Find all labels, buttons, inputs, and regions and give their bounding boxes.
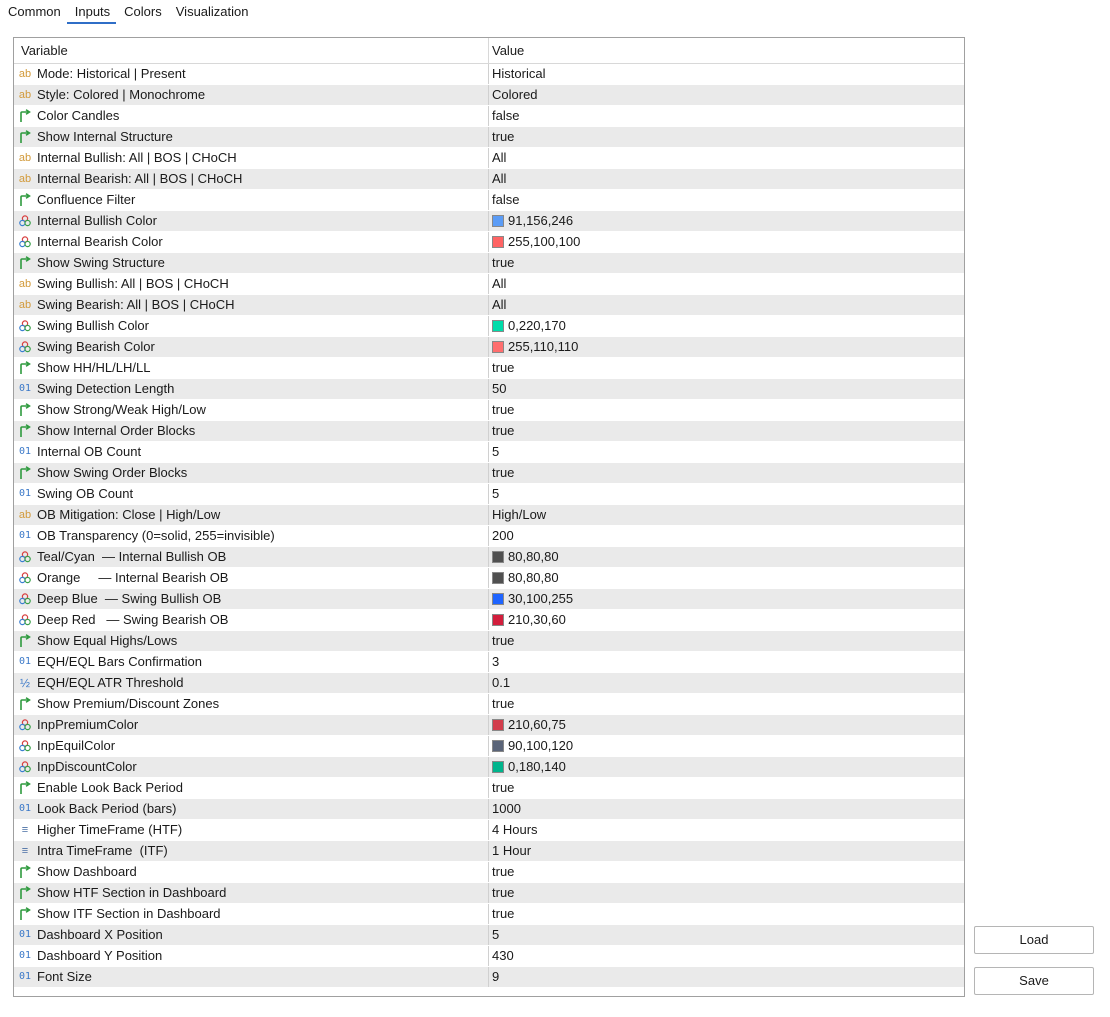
integer-icon: 01 <box>18 446 32 457</box>
bool-arrow-icon <box>18 403 32 417</box>
table-row[interactable] <box>14 820 964 841</box>
color-palette-icon <box>18 550 32 564</box>
grid-body <box>14 64 964 988</box>
variable-label: Show HH/HL/LH/LL <box>37 360 151 375</box>
variable-cell <box>14 295 489 315</box>
variable-label: Internal Bullish: All | BOS | CHoCH <box>37 150 237 165</box>
variable-cell <box>14 799 489 819</box>
value-cell[interactable] <box>489 778 514 798</box>
table-row[interactable] <box>14 337 964 358</box>
variable-label: Dashboard Y Position <box>37 948 163 963</box>
value-cell[interactable] <box>489 904 514 924</box>
color-swatch[interactable] <box>492 593 504 605</box>
variable-cell <box>14 610 489 630</box>
value-cell[interactable] <box>489 421 514 441</box>
variable-cell <box>14 127 489 147</box>
variable-label: Deep Blue — Swing Bullish OB <box>37 591 222 606</box>
value-cell[interactable] <box>489 526 514 546</box>
variable-label: Show Strong/Weak High/Low <box>37 402 206 417</box>
value-cell[interactable] <box>489 379 506 399</box>
variable-cell <box>14 841 489 861</box>
variable-label: Teal/Cyan — Internal Bullish OB <box>37 549 227 564</box>
table-row[interactable] <box>14 799 964 820</box>
bool-arrow-icon <box>18 424 32 438</box>
value-cell[interactable] <box>489 610 566 630</box>
value-text: 50 <box>492 381 507 396</box>
variable-cell <box>14 85 489 105</box>
variable-label: Orange — Internal Bearish OB <box>37 570 229 585</box>
variable-cell <box>14 400 489 420</box>
tab-colors[interactable]: Colors <box>124 4 162 19</box>
value-text: 80,80,80 <box>508 570 559 585</box>
integer-icon: 01 <box>18 971 32 982</box>
table-row[interactable] <box>14 883 964 904</box>
value-text: false <box>492 108 520 123</box>
variable-label: Internal Bearish Color <box>37 234 163 249</box>
variable-label: EQH/EQL ATR Threshold <box>37 675 184 690</box>
table-row[interactable] <box>14 484 964 505</box>
bool-arrow-icon <box>18 109 32 123</box>
tab-visualization[interactable]: Visualization <box>175 4 249 19</box>
value-cell[interactable] <box>489 715 566 735</box>
table-row[interactable] <box>14 316 964 337</box>
variable-label: InpDiscountColor <box>37 759 137 774</box>
color-swatch[interactable] <box>492 215 504 227</box>
value-cell[interactable] <box>489 967 499 987</box>
value-text: 5 <box>492 486 500 501</box>
value-cell[interactable] <box>489 946 514 966</box>
string-icon: ab <box>18 278 32 290</box>
value-text: true <box>492 360 515 375</box>
value-cell[interactable] <box>489 673 510 693</box>
tab-inputs[interactable]: Inputs <box>67 0 116 24</box>
value-text: 0,180,140 <box>508 759 566 774</box>
variable-cell <box>14 862 489 882</box>
value-text: true <box>492 885 515 900</box>
value-text: 255,100,100 <box>508 234 581 249</box>
color-swatch[interactable] <box>492 341 504 353</box>
color-palette-icon <box>18 592 32 606</box>
variable-label: Color Candles <box>37 108 120 123</box>
value-text: 91,156,246 <box>508 213 574 228</box>
variable-label: InpPremiumColor <box>37 717 139 732</box>
value-text: 210,60,75 <box>508 717 566 732</box>
value-cell[interactable] <box>489 505 546 525</box>
table-row[interactable] <box>14 169 964 190</box>
table-row[interactable] <box>14 862 964 883</box>
table-row[interactable] <box>14 610 964 631</box>
table-row[interactable] <box>14 589 964 610</box>
value-cell[interactable] <box>489 253 514 273</box>
variable-label: Show Swing Structure <box>37 255 165 270</box>
bool-arrow-icon <box>18 781 32 795</box>
value-text: 5 <box>492 927 500 942</box>
table-row[interactable] <box>14 148 964 169</box>
value-text: 200 <box>492 528 514 543</box>
bool-arrow-icon <box>18 697 32 711</box>
variable-label: EQH/EQL Bars Confirmation <box>37 654 202 669</box>
value-cell[interactable] <box>489 568 559 588</box>
variable-cell <box>14 421 489 441</box>
variable-label: Dashboard X Position <box>37 927 163 942</box>
value-cell[interactable] <box>489 484 499 504</box>
variable-label: Swing Bearish Color <box>37 339 155 354</box>
value-text: All <box>492 276 507 291</box>
value-cell[interactable] <box>489 925 499 945</box>
variable-label: Internal Bearish: All | BOS | CHoCH <box>37 171 243 186</box>
table-row[interactable] <box>14 652 964 673</box>
value-text: true <box>492 780 515 795</box>
variable-cell <box>14 694 489 714</box>
value-cell[interactable] <box>489 442 499 462</box>
variable-cell <box>14 589 489 609</box>
value-text: true <box>492 402 515 417</box>
value-cell[interactable] <box>489 862 514 882</box>
variable-label: Internal OB Count <box>37 444 142 459</box>
variable-label: Swing OB Count <box>37 486 134 501</box>
table-row[interactable] <box>14 946 964 967</box>
value-cell[interactable] <box>489 337 578 357</box>
table-row[interactable] <box>14 715 964 736</box>
variable-cell <box>14 925 489 945</box>
value-text: 0,220,170 <box>508 318 566 333</box>
table-row[interactable] <box>14 442 964 463</box>
variable-cell <box>14 568 489 588</box>
value-text: 4 Hours <box>492 822 538 837</box>
save-button[interactable]: Save <box>974 967 1094 995</box>
color-swatch[interactable] <box>492 614 504 626</box>
string-icon: ab <box>18 509 32 521</box>
value-cell[interactable] <box>489 694 514 714</box>
integer-icon: 01 <box>18 929 32 940</box>
bool-arrow-icon <box>18 634 32 648</box>
value-text: Historical <box>492 66 546 81</box>
variable-label: Internal Bullish Color <box>37 213 157 228</box>
color-palette-icon <box>18 760 32 774</box>
value-cell[interactable] <box>489 148 506 168</box>
value-cell[interactable] <box>489 127 514 147</box>
variable-cell <box>14 442 489 462</box>
value-cell[interactable] <box>489 631 514 651</box>
variable-label: Show Premium/Discount Zones <box>37 696 220 711</box>
variable-label: Show Equal Highs/Lows <box>37 633 178 648</box>
bool-arrow-icon <box>18 907 32 921</box>
variable-cell <box>14 904 489 924</box>
color-palette-icon <box>18 613 32 627</box>
bool-arrow-icon <box>18 361 32 375</box>
value-cell[interactable] <box>489 757 566 777</box>
load-button[interactable]: Load <box>974 926 1094 954</box>
value-cell[interactable] <box>489 358 514 378</box>
value-text: true <box>492 129 515 144</box>
color-swatch[interactable] <box>492 572 504 584</box>
variable-cell <box>14 715 489 735</box>
integer-icon: 01 <box>18 488 32 499</box>
variable-label: OB Mitigation: Close | High/Low <box>37 507 221 522</box>
table-row[interactable] <box>14 232 964 253</box>
value-cell[interactable] <box>489 463 514 483</box>
variable-cell <box>14 652 489 672</box>
color-swatch[interactable] <box>492 761 504 773</box>
integer-icon: 01 <box>18 950 32 961</box>
variable-cell <box>14 274 489 294</box>
variable-cell <box>14 484 489 504</box>
table-row[interactable] <box>14 358 964 379</box>
value-cell[interactable] <box>489 589 573 609</box>
variable-label: InpEquilColor <box>37 738 116 753</box>
value-text: true <box>492 423 515 438</box>
color-swatch[interactable] <box>492 236 504 248</box>
value-cell[interactable] <box>489 820 538 840</box>
table-row[interactable] <box>14 757 964 778</box>
value-text: All <box>492 171 507 186</box>
value-text: 430 <box>492 948 514 963</box>
variable-cell <box>14 778 489 798</box>
variable-cell <box>14 253 489 273</box>
string-icon: ab <box>18 299 32 311</box>
variable-cell <box>14 967 489 987</box>
value-cell[interactable] <box>489 400 514 420</box>
integer-icon: 01 <box>18 803 32 814</box>
variable-cell <box>14 358 489 378</box>
value-cell[interactable] <box>489 169 506 189</box>
variable-cell <box>14 736 489 756</box>
variable-label: Intra TimeFrame (ITF) <box>37 843 168 858</box>
value-cell[interactable] <box>489 190 519 210</box>
value-text: Colored <box>492 87 538 102</box>
enum-list-icon: ≡ <box>21 824 29 836</box>
table-row[interactable] <box>14 904 964 925</box>
color-palette-icon <box>18 235 32 249</box>
variable-label: Swing Detection Length <box>37 381 175 396</box>
table-row[interactable] <box>14 127 964 148</box>
value-cell[interactable] <box>489 799 521 819</box>
table-row[interactable] <box>14 421 964 442</box>
variable-cell <box>14 526 489 546</box>
value-cell[interactable] <box>489 841 531 861</box>
variable-label: Font Size <box>37 969 92 984</box>
variable-cell <box>14 211 489 231</box>
bool-arrow-icon <box>18 130 32 144</box>
value-text: true <box>492 864 515 879</box>
table-row[interactable] <box>14 967 964 988</box>
integer-icon: 01 <box>18 656 32 667</box>
bool-arrow-icon <box>18 865 32 879</box>
variable-label: Show Swing Order Blocks <box>37 465 188 480</box>
value-text: 3 <box>492 654 500 669</box>
table-row[interactable] <box>14 211 964 232</box>
variable-cell <box>14 316 489 336</box>
color-palette-icon <box>18 340 32 354</box>
variable-label: Show Internal Structure <box>37 129 173 144</box>
variable-cell <box>14 64 489 84</box>
value-text: 1 Hour <box>492 843 532 858</box>
value-text: true <box>492 633 515 648</box>
integer-icon: 01 <box>18 530 32 541</box>
column-header-value[interactable]: Value <box>492 43 525 58</box>
integer-icon: 01 <box>18 383 32 394</box>
value-cell[interactable] <box>489 106 519 126</box>
value-text: true <box>492 696 515 711</box>
value-cell[interactable] <box>489 211 573 231</box>
table-row[interactable] <box>14 505 964 526</box>
value-cell[interactable] <box>489 736 573 756</box>
table-row[interactable] <box>14 673 964 694</box>
value-text: All <box>492 150 507 165</box>
color-palette-icon <box>18 718 32 732</box>
variable-label: Show ITF Section in Dashboard <box>37 906 221 921</box>
variable-label: Deep Red — Swing Bearish OB <box>37 612 229 627</box>
enum-list-icon: ≡ <box>21 845 29 857</box>
value-cell[interactable] <box>489 85 538 105</box>
variable-cell <box>14 337 489 357</box>
value-cell[interactable] <box>489 64 545 84</box>
variable-cell <box>14 190 489 210</box>
variable-cell <box>14 169 489 189</box>
variable-cell <box>14 820 489 840</box>
column-header-variable[interactable]: Variable <box>14 38 489 63</box>
value-cell[interactable] <box>489 274 506 294</box>
table-row[interactable] <box>14 295 964 316</box>
color-palette-icon <box>18 739 32 753</box>
table-row[interactable] <box>14 400 964 421</box>
table-row[interactable] <box>14 463 964 484</box>
variable-label: Swing Bullish: All | BOS | CHoCH <box>37 276 229 291</box>
table-row[interactable] <box>14 253 964 274</box>
table-row[interactable] <box>14 190 964 211</box>
variable-label: Higher TimeFrame (HTF) <box>37 822 183 837</box>
variable-cell <box>14 232 489 252</box>
table-row[interactable] <box>14 568 964 589</box>
bool-arrow-icon <box>18 886 32 900</box>
variable-cell <box>14 106 489 126</box>
variable-label: Show Dashboard <box>37 864 137 879</box>
color-swatch[interactable] <box>492 719 504 731</box>
value-text: 90,100,120 <box>508 738 574 753</box>
table-row[interactable] <box>14 274 964 295</box>
variable-cell <box>14 505 489 525</box>
value-text: 255,110,110 <box>508 339 579 354</box>
variable-label: Show Internal Order Blocks <box>37 423 196 438</box>
value-cell[interactable] <box>489 883 514 903</box>
inputs-grid <box>13 37 965 997</box>
table-row[interactable] <box>14 694 964 715</box>
color-swatch[interactable] <box>492 320 504 332</box>
value-text: false <box>492 192 520 207</box>
variable-label: Mode: Historical | Present <box>37 66 186 81</box>
table-row[interactable] <box>14 841 964 862</box>
variable-cell <box>14 883 489 903</box>
variable-label: Swing Bearish: All | BOS | CHoCH <box>37 297 235 312</box>
value-cell[interactable] <box>489 316 566 336</box>
variable-cell <box>14 547 489 567</box>
table-row[interactable] <box>14 631 964 652</box>
bool-arrow-icon <box>18 256 32 270</box>
value-text: 1000 <box>492 801 521 816</box>
variable-label: Style: Colored | Monochrome <box>37 87 206 102</box>
table-row[interactable] <box>14 379 964 400</box>
color-palette-icon <box>18 214 32 228</box>
variable-label: OB Transparency (0=solid, 255=invisible) <box>37 528 275 543</box>
color-palette-icon <box>18 319 32 333</box>
variable-label: Confluence Filter <box>37 192 136 207</box>
table-row[interactable] <box>14 526 964 547</box>
variable-cell <box>14 379 489 399</box>
grid-header <box>14 38 964 64</box>
table-row[interactable] <box>14 547 964 568</box>
table-row[interactable] <box>14 778 964 799</box>
value-cell[interactable] <box>489 295 506 315</box>
value-cell[interactable] <box>489 547 559 567</box>
table-row[interactable] <box>14 106 964 127</box>
value-text: true <box>492 465 515 480</box>
value-cell[interactable] <box>489 232 580 252</box>
tab-bar <box>0 0 255 24</box>
table-row[interactable] <box>14 85 964 106</box>
value-text: 30,100,255 <box>508 591 574 606</box>
variable-cell <box>14 463 489 483</box>
variable-label: Show HTF Section in Dashboard <box>37 885 227 900</box>
value-text: 9 <box>492 969 500 984</box>
value-cell[interactable] <box>489 652 499 672</box>
value-text: 80,80,80 <box>508 549 559 564</box>
table-row[interactable] <box>14 64 964 85</box>
color-palette-icon <box>18 571 32 585</box>
variable-cell <box>14 673 489 693</box>
bool-arrow-icon <box>18 193 32 207</box>
string-icon: ab <box>18 173 32 185</box>
string-icon: ab <box>18 68 32 80</box>
value-text: 5 <box>492 444 500 459</box>
table-row[interactable] <box>14 925 964 946</box>
bool-arrow-icon <box>18 466 32 480</box>
variable-label: Look Back Period (bars) <box>37 801 177 816</box>
value-text: High/Low <box>492 507 547 522</box>
variable-cell <box>14 148 489 168</box>
variable-cell <box>14 946 489 966</box>
variable-label: Enable Look Back Period <box>37 780 183 795</box>
value-text: true <box>492 906 515 921</box>
color-swatch[interactable] <box>492 551 504 563</box>
value-text: All <box>492 297 507 312</box>
value-text: true <box>492 255 515 270</box>
variable-label: Swing Bullish Color <box>37 318 149 333</box>
table-row[interactable] <box>14 736 964 757</box>
fraction-icon: ½ <box>19 676 30 690</box>
color-swatch[interactable] <box>492 740 504 752</box>
value-text: 210,30,60 <box>508 612 566 627</box>
value-text: 0.1 <box>492 675 511 690</box>
tab-common[interactable]: Common <box>8 4 61 19</box>
variable-cell <box>14 631 489 651</box>
string-icon: ab <box>18 89 32 101</box>
string-icon: ab <box>18 152 32 164</box>
variable-cell <box>14 757 489 777</box>
